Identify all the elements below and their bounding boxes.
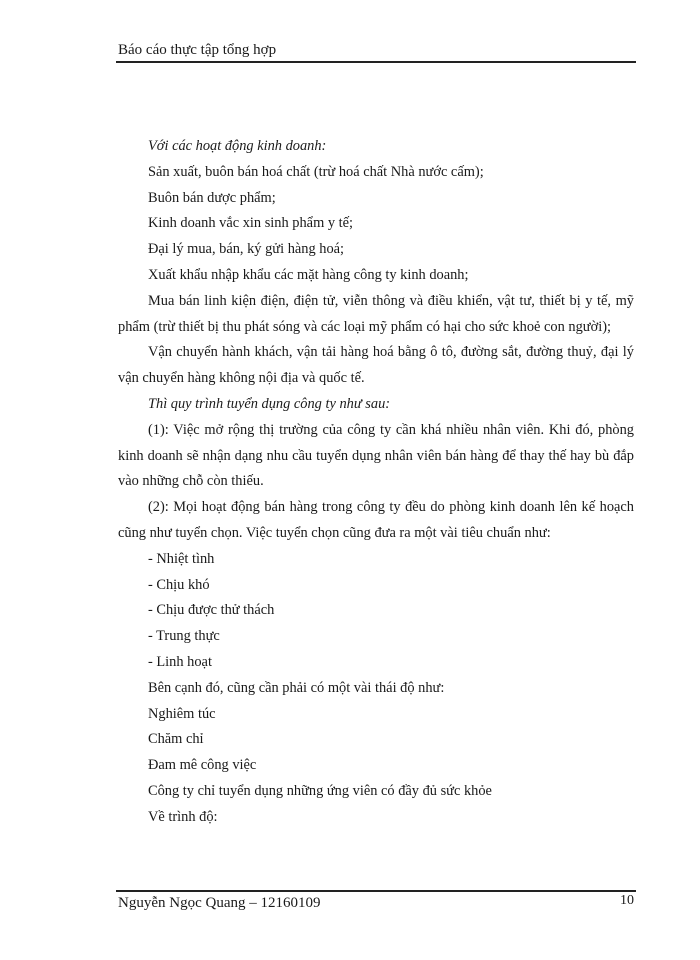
footer-author: Nguyễn Ngọc Quang – 12160109 <box>118 895 321 911</box>
paragraph: Mua bán linh kiện điện, điện tử, viễn thông và điều khiển, vật tư, thiết bị y tế, mỹ phẩm (trừ thiết bị thu phát sóng và các loại mỹ phẩm có hại cho sức khoẻ con người); <box>118 292 634 335</box>
paragraph: Bên cạnh đó, cũng cần phải có một vài thái độ như: <box>148 679 445 696</box>
document-body <box>118 134 634 831</box>
list-item: - Linh hoạt <box>148 653 212 670</box>
header-title: Báo cáo thực tập tổng hợp <box>118 42 277 58</box>
paragraph: Đại lý mua, bán, ký gửi hàng hoá; <box>148 241 345 258</box>
list-item: Chăm chỉ <box>148 731 204 748</box>
paragraph: Xuất khẩu nhập khẩu các mặt hàng công ty kinh doanh; <box>148 266 469 283</box>
page-number: 10 <box>620 893 634 908</box>
paragraph: (1): Việc mở rộng thị trường của công ty cần khá nhiều nhân viên. Khi đó, phòng kinh doanh sẽ nhận dạng nhu cầu tuyển dụng nhân viên bán hàng để thay thế hay bù đắp vào những chỗ còn thiếu. <box>118 421 634 490</box>
list-item: - Chịu khó <box>148 576 210 593</box>
paragraph: Công ty chỉ tuyển dụng những ứng viên có đầy đủ sức khỏe <box>148 782 492 799</box>
paragraph: Vận chuyển hành khách, vận tải hàng hoá bằng ô tô, đường sắt, đường thuỷ, đại lý vận chuyển hàng không nội địa và quốc tế. <box>118 344 634 387</box>
list-item: - Trung thực <box>148 628 220 645</box>
header-divider <box>116 61 636 63</box>
paragraph: Về trình độ: <box>148 808 218 825</box>
list-item: Đam mê công việc <box>148 757 257 774</box>
section-heading-business-activities: Với các hoạt động kinh doanh: <box>148 138 327 154</box>
footer-divider <box>116 890 636 892</box>
list-item: - Chịu được thử thách <box>148 602 275 619</box>
paragraph: Buôn bán dược phẩm; <box>148 189 276 206</box>
paragraph: (2): Mọi hoạt động bán hàng trong công ty đều do phòng kinh doanh lên kế hoạch cũng như tuyển chọn. Việc tuyển chọn cũng đưa ra một vài tiêu chuẩn như: <box>118 499 634 541</box>
list-item: - Nhiệt tình <box>148 550 215 567</box>
paragraph: Kinh doanh vắc xin sinh phẩm y tế; <box>148 215 354 232</box>
list-item: Nghiêm túc <box>148 705 216 722</box>
section-heading-recruitment-process: Thì quy trình tuyển dụng công ty như sau: <box>148 395 391 412</box>
paragraph: Sản xuất, buôn bán hoá chất (trừ hoá chất Nhà nước cấm); <box>148 163 484 180</box>
